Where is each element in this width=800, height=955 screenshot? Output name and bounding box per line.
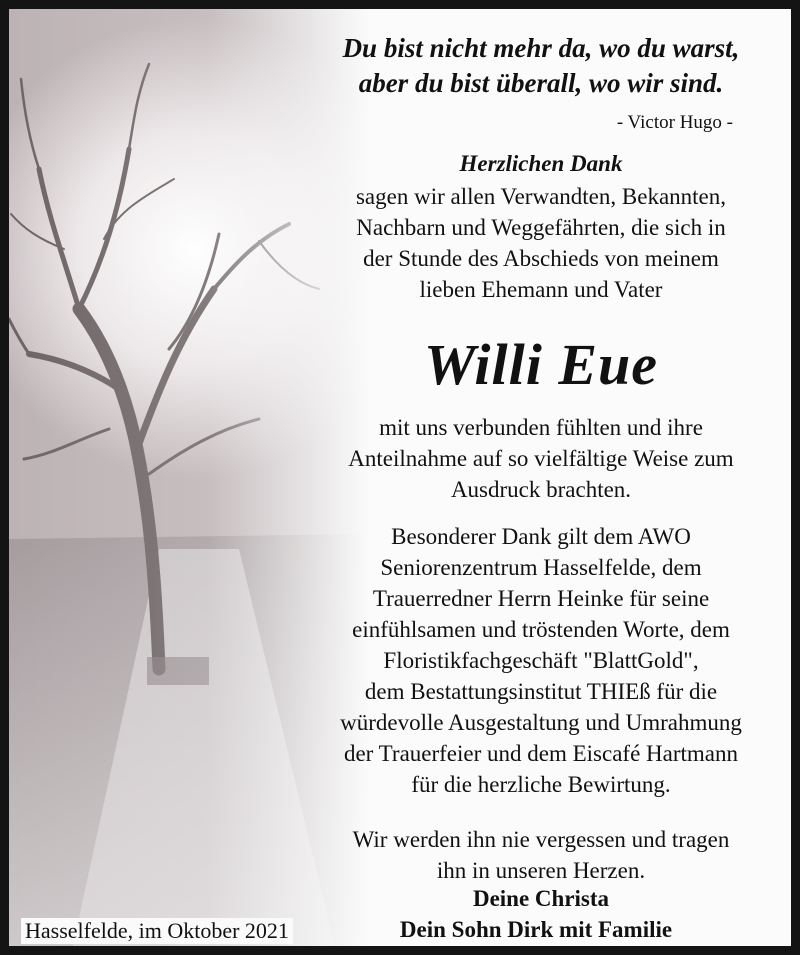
text-line: mit uns verbunden fühlten und ihre [379,415,703,440]
text-line: Wir werden ihn nie vergessen und tragen [352,827,730,852]
deceased-name: Willi Eue [423,332,659,397]
text-line: dem Bestattungsinstitut THIEß für die [364,679,718,704]
text-line: Ausdruck brachten. [450,477,632,502]
quote-line-2: aber du bist überall, wo wir sind. [358,68,724,98]
text-line: Nachbarn und Weggefährten, die sich in [356,215,726,240]
text-line: sagen wir allen Verwandten, Bekannten, [355,184,726,209]
text-line: Floristikfachgeschäft "BlattGold", [383,648,699,673]
remembrance-paragraph [291,824,791,886]
text-line: Besonderer Dank gilt dem AWO [391,524,691,549]
text-line: für die herzliche Bewirtung. [411,772,671,797]
text-line: der Trauerfeier und dem Eiscafé Hartmann [343,741,739,766]
text-line: der Stunde des Abschieds von meinem [363,246,719,271]
text-line: lieben Ehemann und Vater [419,277,663,302]
signature-son: Dein Sohn Dirk mit Familie [399,917,673,942]
text-line: Trauerredner Herrn Heinke für seine [372,586,710,611]
text-line: würdevolle Ausgestaltung und Umrahmung [340,710,742,735]
thanks-paragraph [291,181,791,305]
text-line: einfühlsamen und tröstenden Worte, dem [352,617,730,642]
text-line: Seniorenzentrum Hasselfelde, dem [380,555,702,580]
text-line: ihn in unseren Herzen. [436,858,646,883]
signature-wife: Deine Christa [472,886,610,911]
quote-author: - Victor Hugo - [616,112,733,133]
thanks-heading: Herzlichen Dank [459,151,623,176]
support-paragraph [291,412,791,505]
quote-line-1: Du bist nicht mehr da, wo du warst, [342,33,740,63]
quote [291,31,791,101]
place-date: Hasselfelde, im Oktober 2021 [21,918,293,944]
special-thanks-paragraph [291,521,791,800]
text-line: Anteilnahme auf so vielfältige Weise zum [348,446,734,471]
